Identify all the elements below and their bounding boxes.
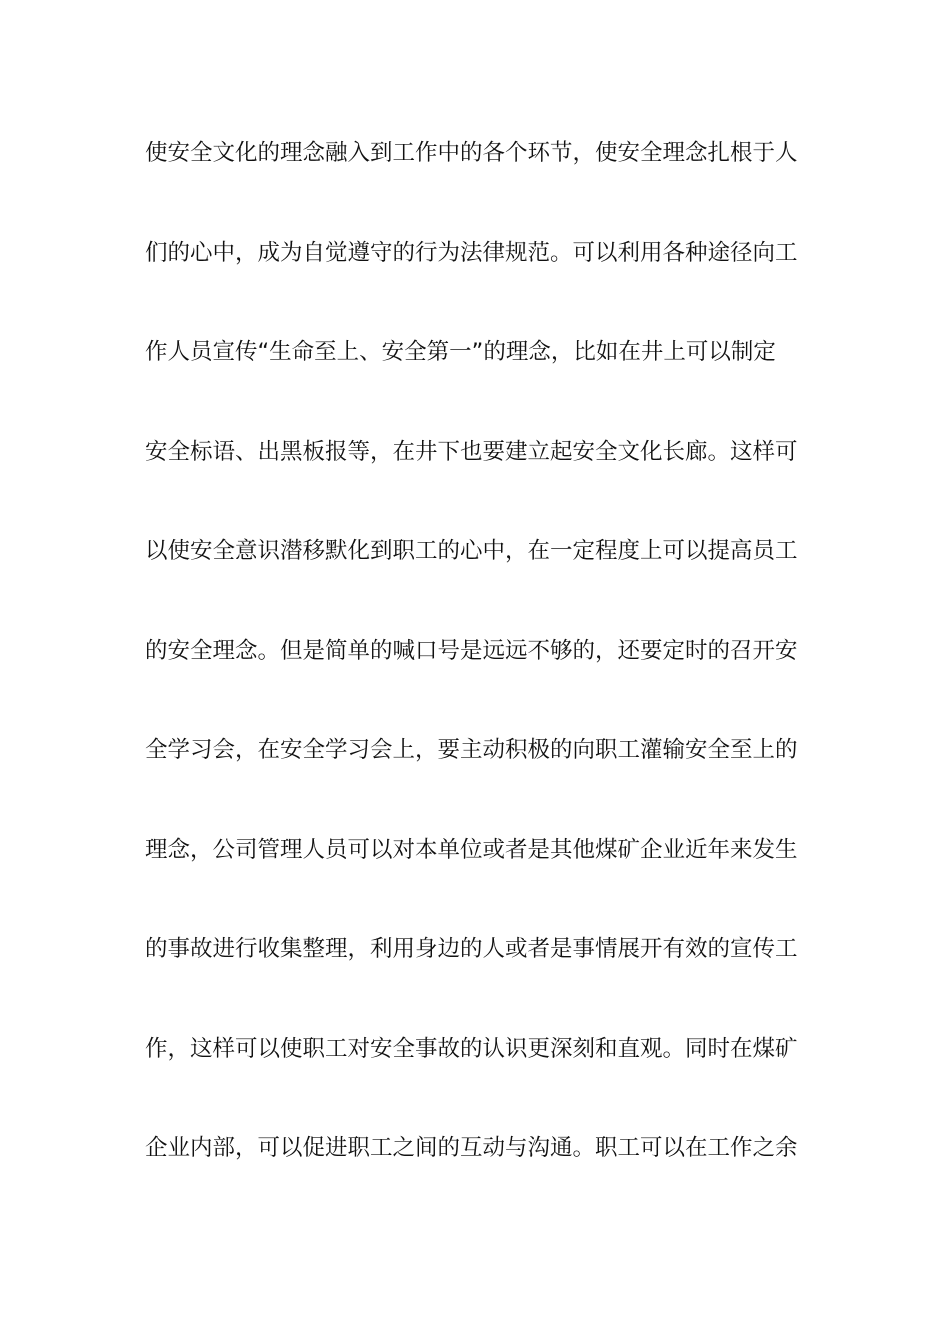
text-line: 全学习会，在安全学习会上，要主动积极的向职工灌输安全至上的: [145, 737, 798, 763]
text-line: 的安全理念。但是简单的喊口号是远远不够的，还要定时的召开安: [145, 637, 798, 664]
text-line: 作人员宣传“生命至上、安全第一”的理念，比如在井上可以制定: [145, 339, 776, 365]
body-paragraph: [145, 126, 815, 1221]
text-line: 使安全文化的理念融入到工作中的各个环节，使安全理念扎根于人: [145, 140, 798, 166]
text-line: 以使安全意识潜移默化到职工的心中，在一定程度上可以提高员工: [145, 538, 798, 564]
text-line: 作，这样可以使职工对安全事故的认识更深刻和直观。同时在煤矿: [145, 1035, 798, 1062]
text-line: 理念，公司管理人员可以对本单位或者是其他煤矿企业近年来发生: [145, 836, 798, 863]
text-line: 们的心中，成为自觉遵守的行为法律规范。可以利用各种途径向工: [145, 239, 798, 266]
text-line: 安全标语、出黑板报等，在井下也要建立起安全文化长廊。这样可: [145, 438, 798, 465]
text-line: 的事故进行收集整理，利用身边的人或者是事情展开有效的宣传工: [145, 936, 798, 962]
text-line: 企业内部，可以促进职工之间的互动与沟通。职工可以在工作之余: [145, 1135, 798, 1161]
